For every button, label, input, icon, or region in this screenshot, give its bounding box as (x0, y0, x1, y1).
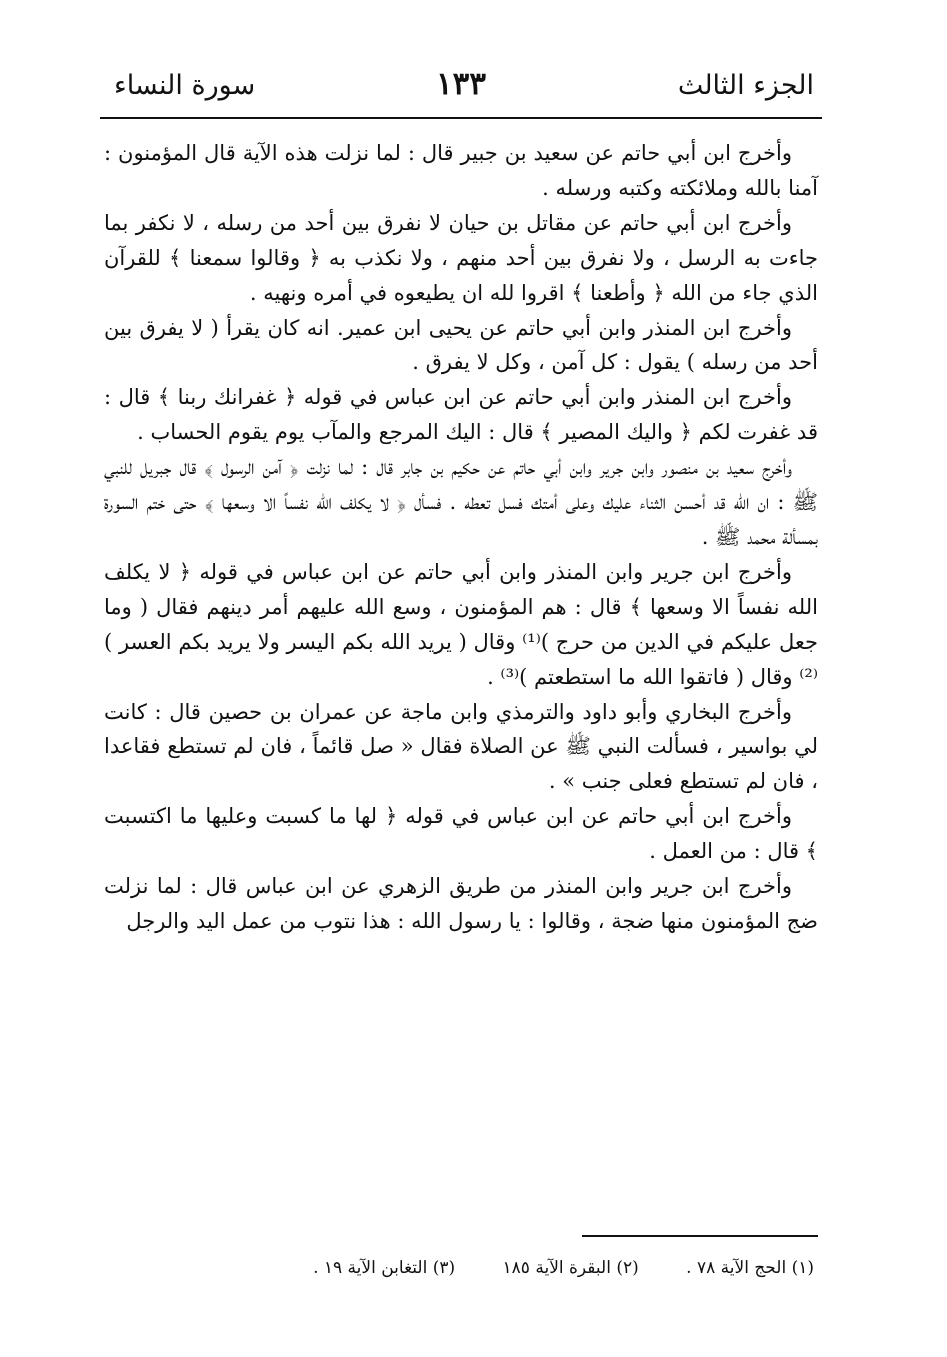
surah-title: سورة النساء (114, 70, 256, 101)
paragraph: وأخرج ابن أبي حاتم عن مقاتل بن حيان لا نفرق بين أحد من رسله ، لا نكفر بما جاءت به الرسل ، ولا نفرق بين أحد منهم ، ولا نكذب به ﴿ وقالوا سمعنا ﴾ للقرآن الذي جاء من الله ﴿ وأطعنا ﴾ اقروا لله ان يطيعوه في أمره ونهيه . (104, 210, 818, 305)
paragraph: وأخرج ابن جرير وابن المنذر وابن أبي حاتم عن ابن عباس في قوله ﴿ لا يكلف الله نفساً الا وسعها ﴾ قال : هم المؤمنون ، وسع الله عليهم أمر دينهم فقال ( وما جعل عليكم في الدين من حرج )⁽¹⁾ وقال ( يريد الله بكم اليسر ولا يريد بكم العسر )⁽²⁾ وقال ( فاتقوا الله ما استطعتم )⁽³⁾ . (104, 559, 818, 689)
header-rule (100, 117, 822, 119)
paragraph: وأخرج البخاري وأبو داود والترمذي وابن ماجة عن عمران بن حصين قال : كانت لي بواسير ، فسألت النبي ﷺ عن الصلاة فقال « صل قائماً ، فان لم تستطع فقاعدا ، فان لم تستطع فعلى جنب » . (104, 699, 818, 794)
page-header (100, 62, 822, 112)
footnote-rule (582, 1235, 818, 1237)
paragraph: وأخرج ابن جرير وابن المنذر من طريق الزهري عن ابن عباس قال : لما نزلت ضج المؤمنون منها ضجة ، وقالوا : يا رسول الله : هذا نتوب من عمل اليد والرجل (104, 874, 818, 933)
footnotes (100, 1258, 814, 1278)
paragraph: وأخرج ابن المنذر وابن أبي حاتم عن ابن عباس في قوله ﴿ غفرانك ربنا ﴾ قال : قد غفرت لكم ﴿ واليك المصير ﴾ قال : اليك المرجع والمآب يوم يقوم الحساب . (104, 385, 818, 445)
footnote: (٣) التغابن الآية ١٩ . (313, 1258, 456, 1278)
paragraph: وأخرج ابن أبي حاتم عن ابن عباس في قوله ﴿ لها ما كسبت وعليها ما اكتسبت ﴾ قال : من العمل . (104, 804, 818, 864)
paragraph: وأخرج سعيد بن منصور وابن جرير وابن أبي حاتم عن حكيم بن جابر قال : لما نزلت ﴿ آمن الرسول ﴾ قال جبريل للنبي ﷺ : ان الله قد أحسن الثناء عليك وعلى أمتك فسل تعطه . فسأل ﴿ لا يكلف الله نفساً الا وسعها ﴾ حتى ختم السورة بمسألة محمد ﷺ . (104, 455, 818, 549)
paragraph: وأخرج ابن المنذر وابن أبي حاتم عن يحيى ابن عمير. انه كان يقرأ ( لا يفرق بين أحد من رسله ) يقول : كل آمن ، وكل لا يفرق . (104, 315, 818, 375)
paragraph: وأخرج ابن أبي حاتم عن سعيد بن جبير قال : لما نزلت هذه الآية قال المؤمنون : آمنا بالله وملائكته وكتبه ورسله . (104, 141, 818, 200)
page-number: ١٣٣ (436, 66, 486, 102)
footnote: (١) الحج الآية ٧٨ . (686, 1258, 814, 1278)
part-title: الجزء الثالث (677, 70, 814, 101)
page-body (104, 136, 818, 939)
footnote: (٢) البقرة الآية ١٨٥ (502, 1258, 639, 1278)
